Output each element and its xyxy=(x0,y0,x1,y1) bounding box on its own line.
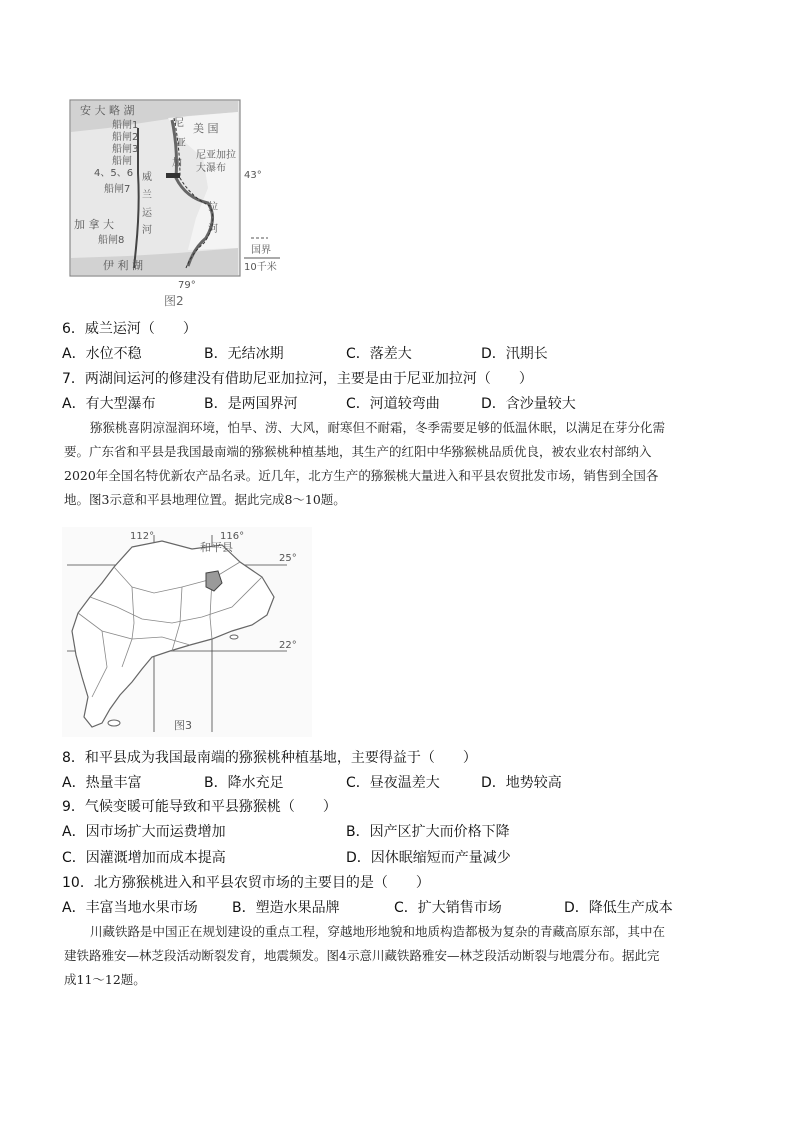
figure-2-caption: 图2 xyxy=(164,294,184,308)
canal-label-he: 河 xyxy=(142,225,152,236)
river-label-he: 河 xyxy=(208,224,218,235)
lake-erie-label: 伊 利 湖 xyxy=(103,259,143,272)
question-7-stem: 7．两湖间运河的修建没有借助尼亚加拉河，主要是由于尼亚加拉河（ ） xyxy=(62,371,533,387)
river-label-ya: 亚 xyxy=(176,138,186,149)
canada-label: 加 拿 大 xyxy=(74,218,114,231)
question-10-option-d: D．降低生产成本 xyxy=(564,900,673,916)
passage-railway-line-2: 建铁路雅安—林芝段活动断裂发育，地震频发。图4示意川藏铁路雅安—林芝段活动断裂与地震分布。据此完 xyxy=(64,948,660,963)
niagara-map xyxy=(68,98,283,313)
passage-railway-line-3: 成11～12题。 xyxy=(64,972,146,987)
canal-label-wei: 威 xyxy=(142,172,152,183)
figure-3 xyxy=(62,527,312,737)
heping-county-label: 和平县 xyxy=(200,541,233,554)
lake-ontario-label: 安 大 略 湖 xyxy=(80,104,135,117)
passage-kiwi-line-3: 2020年全国名特优新农产品名录。近几年，北方生产的猕猴桃大量进入和平县农贸批发市场，销售到全国各 xyxy=(64,468,659,483)
passage-railway-line-1: 川藏铁路是中国正在规划建设的重点工程，穿越地形地貌和地质构造都极为复杂的青藏高原东部，其中在 xyxy=(90,924,666,939)
question-8-option-b: B．降水充足 xyxy=(204,775,284,791)
falls-label: 尼亚加拉 xyxy=(196,150,236,161)
question-9-option-d: D．因休眠缩短而产量减少 xyxy=(346,850,511,866)
figure-2 xyxy=(68,98,283,313)
canal-label-yun: 运 xyxy=(142,208,152,219)
longitude-label: 79° xyxy=(178,280,196,291)
passage-kiwi xyxy=(64,416,732,512)
question-6-option-b: B．无结冰期 xyxy=(204,346,284,362)
question-6-option-a: A．水位不稳 xyxy=(62,346,142,362)
falls-label-2: 大瀑布 xyxy=(196,163,226,174)
legend-border-label: 国界 xyxy=(251,245,271,256)
legend-scale-label: 10千米 xyxy=(244,262,277,273)
question-7-option-c: C．河道较弯曲 xyxy=(346,396,440,412)
lock-3-label: 船闸3 xyxy=(112,144,139,155)
question-9-option-c: C．因灌溉增加而成本提高 xyxy=(62,850,226,866)
question-10-option-a: A．丰富当地水果市场 xyxy=(62,900,198,916)
question-8-option-a: A．热量丰富 xyxy=(62,775,142,791)
question-10-option-c: C．扩大销售市场 xyxy=(394,900,502,916)
question-6-option-c: C．落差大 xyxy=(346,346,412,362)
lat-22-label: 22° xyxy=(279,640,297,651)
guangdong-map xyxy=(62,527,312,737)
question-10-option-b: B．塑造水果品牌 xyxy=(232,900,340,916)
lock-456-label: 4、5、6 xyxy=(94,168,134,179)
lock-8-label: 船闸8 xyxy=(98,235,125,246)
lon-112-label: 112° xyxy=(130,531,155,542)
canal-label-lan: 兰 xyxy=(142,190,152,201)
question-8-option-d: D．地势较高 xyxy=(481,775,562,791)
passage-kiwi-line-2: 要。广东省和平县是我国最南端的猕猴桃种植基地，其生产的红阳中华猕猴桃品质优良，被农业农村部纳入 xyxy=(64,444,652,459)
figure-3-caption: 图3 xyxy=(174,719,192,732)
question-8-stem: 8．和平县成为我国最南端的猕猴桃种植基地，主要得益于（ ） xyxy=(62,750,477,766)
question-9-option-a: A．因市场扩大而运费增加 xyxy=(62,824,226,840)
question-8-option-c: C．昼夜温差大 xyxy=(346,775,440,791)
lock-2-label: 船闸2 xyxy=(112,132,139,143)
question-9-option-b: B．因产区扩大而价格下降 xyxy=(346,824,510,840)
question-9-stem: 9．气候变暖可能导致和平县猕猴桃（ ） xyxy=(62,799,337,815)
river-label-la: 拉 xyxy=(208,202,218,213)
question-10-stem: 10．北方猕猴桃进入和平县农贸市场的主要目的是（ ） xyxy=(62,875,430,891)
question-6-option-d: D．汛期长 xyxy=(481,346,548,362)
usa-label: 美 国 xyxy=(193,122,219,135)
question-6-stem: 6．威兰运河（ ） xyxy=(62,321,197,337)
river-label-jia: 加 xyxy=(172,158,182,169)
lock-7-label: 船闸7 xyxy=(104,184,131,195)
question-7-option-b: B．是两国界河 xyxy=(204,396,298,412)
passage-kiwi-line-1: 猕猴桃喜阴凉湿润环境，怕旱、涝、大风，耐寒但不耐霜，冬季需要足够的低温休眠，以满足在芽分化需 xyxy=(90,420,666,435)
river-label-ni: 尼 xyxy=(174,118,184,129)
passage-kiwi-line-4: 地。图3示意和平县地理位置。据此完成8～10题。 xyxy=(64,492,346,507)
lock-label: 船闸 xyxy=(112,156,132,167)
lon-116-label: 116° xyxy=(220,531,245,542)
passage-sichuan-tibet-railway xyxy=(64,920,732,992)
question-7-option-d: D．含沙量较大 xyxy=(481,396,576,412)
latitude-label: 43° xyxy=(244,170,262,181)
lock-1-label: 船闸1 xyxy=(112,120,139,131)
lat-25-label: 25° xyxy=(279,553,297,564)
question-7-option-a: A．有大型瀑布 xyxy=(62,396,156,412)
